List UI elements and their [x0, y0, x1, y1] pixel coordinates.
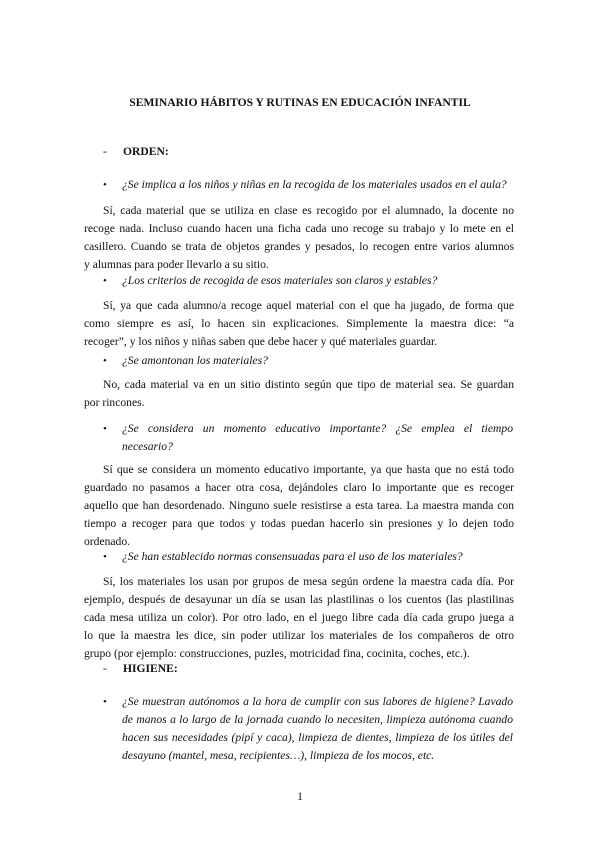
document-title: SEMINARIO HÁBITOS Y RUTINAS EN EDUCACIÓN INFANTIL — [129, 96, 471, 109]
answer-3 — [84, 376, 514, 412]
answer-line: tiempo a recoger para que todos y todas puedan hacerlo sin presiones y lo dejen todo — [84, 517, 514, 530]
question-text-line: necesario? — [122, 440, 173, 453]
bullet-icon: • — [103, 551, 107, 563]
question-text: ¿Se amontonan los materiales? — [122, 354, 268, 367]
bullet-icon: • — [103, 275, 107, 287]
answer-line: grupo (por ejemplo: construcciones, puzles, motricidad fina, cocinita, coches, etc.). — [84, 647, 470, 660]
question-text: ¿Se han establecido normas consensuadas para el uso de los materiales? — [122, 550, 463, 563]
answer-line: casillero. Cuando se trata de objetos grandes y pesados, lo recogen entre varios alumnos — [84, 240, 514, 253]
section-dash: - — [103, 145, 107, 158]
question-text-line: ¿Se muestran autónomos a la hora de cumplir con sus labores de higiene? Lavado — [122, 695, 513, 708]
section-heading-orden — [103, 143, 169, 161]
answer-line: Sí, ya que cada alumno/a recoge aquel material con el que ha jugado, de forma que — [103, 299, 514, 312]
section-heading-higiene — [103, 660, 178, 678]
answer-line: No, cada material va en un sitio distinto según que tipo de material sea. Se guardan — [103, 378, 514, 391]
question-text: ¿Se implica a los niños y niñas en la recogida de los materiales usados en el aula? — [122, 178, 507, 191]
question-3 — [103, 352, 513, 370]
answer-line: ordenado. — [84, 535, 131, 548]
answer-line: Sí que se considera un momento educativo importante, ya que hasta que no está todo — [103, 463, 514, 476]
question-text: ¿Los criterios de recogida de esos materiales son claros y estables? — [122, 274, 438, 287]
question-5 — [103, 548, 513, 566]
question-4 — [103, 420, 513, 456]
section-label: ORDEN: — [123, 145, 169, 158]
answer-line: aquello que han desordenado. Ninguno suele resistirse a esta tarea. La maestra manda con — [84, 499, 514, 512]
bullet-icon: • — [103, 423, 107, 435]
answer-1 — [84, 202, 514, 274]
answer-line: y alumnas para poder llevarlo a su sitio. — [84, 258, 269, 271]
answer-line: Sí, los materiales los usan por grupos de mesa según ordene la maestra cada día. Por — [103, 575, 514, 588]
answer-line: Sí, cada material que se utiliza en clase es recogido por el alumnado, la docente no — [103, 204, 514, 217]
answer-line: cada mesa utiliza un color). Por otro lado, en el juego libre cada día cada grupo juega a — [84, 611, 514, 624]
page-number: 1 — [297, 790, 303, 803]
answer-line: recoger”, y los niños y niñas saben que debe hacer y qué materiales guardar. — [84, 335, 438, 348]
answer-line: recoge nada. Incluso cuando hacen una ficha cada uno recoge su trabajo y lo mete en el — [84, 222, 514, 235]
answer-line: lo que la maestra les dice, sin poder utilizar los materiales de los compañeros de otro — [84, 629, 514, 642]
answer-line: guardado no pasamos a hacer otra cosa, dejándoles claro lo importante que es recoger — [84, 481, 514, 494]
question-text-line: hacen sus necesidades (pipí y caca), limpieza de dientes, limpieza de los útiles del — [122, 731, 513, 744]
bullet-icon: • — [103, 696, 107, 708]
question-text-line: desayuno (mantel, mesa, recipientes…), limpieza de los mocos, etc. — [122, 749, 435, 762]
answer-line: por rincones. — [84, 396, 145, 409]
answer-line: como siempre es así, lo hacen sin explicaciones. Simplemente la maestra dice: “a — [84, 317, 514, 330]
bullet-icon: • — [103, 355, 107, 367]
section-dash: - — [103, 662, 107, 675]
section-label: HIGIENE: — [123, 662, 178, 675]
question-1 — [103, 176, 513, 194]
bullet-icon: • — [103, 179, 107, 191]
question-text-line: de manos a lo largo de la jornada cuando lo necesiten, limpieza autónoma cuando — [122, 713, 513, 726]
answer-5 — [84, 573, 514, 663]
question-2 — [103, 272, 513, 290]
question-6 — [103, 693, 513, 765]
answer-line: ejemplo, después de desayunar un día se usan las plastilinas o los cuentos (las plastilinas — [84, 593, 514, 606]
answer-2 — [84, 297, 514, 351]
answer-4 — [84, 461, 514, 551]
question-text-line: ¿Se considera un momento educativo importante? ¿Se emplea el tiempo — [122, 422, 513, 435]
